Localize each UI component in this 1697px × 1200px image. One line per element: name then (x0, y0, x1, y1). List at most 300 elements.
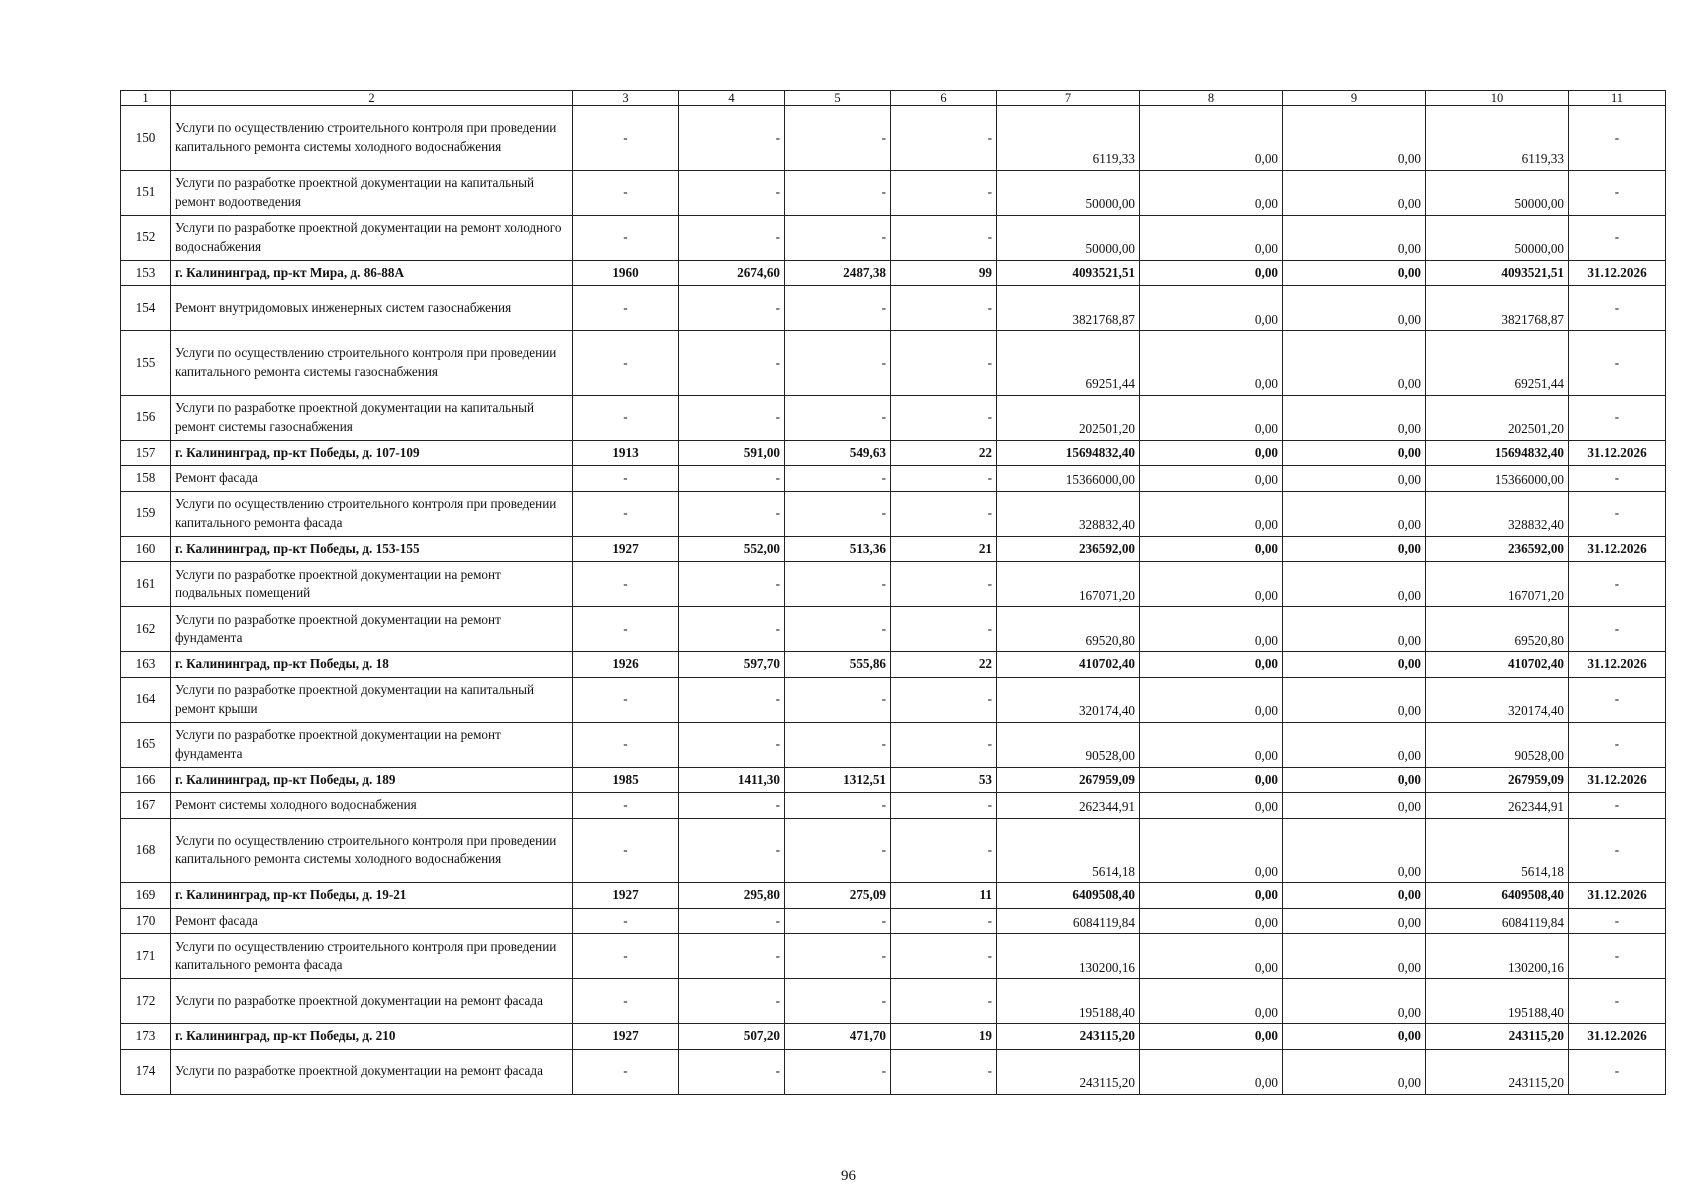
total-area-cell: - (679, 722, 785, 767)
residents-cell: - (891, 215, 997, 260)
row-number-cell: 160 (121, 536, 171, 562)
description-cell: Ремонт внутридомовых инженерных систем газоснабжения (171, 286, 573, 331)
budget-cell: 0,00 (1283, 722, 1426, 767)
description-cell: г. Калининград, пр-кт Победы, д. 107-109 (171, 440, 573, 466)
total-area-cell: 507,20 (679, 1024, 785, 1050)
row-number-cell: 159 (121, 491, 171, 536)
repair-plan-table (120, 90, 1666, 1095)
year-cell: - (573, 677, 679, 722)
owners-funds-cell: 243115,20 (1426, 1049, 1569, 1094)
deadline-cell: 31.12.2026 (1569, 767, 1666, 793)
total-cost-cell: 236592,00 (997, 536, 1140, 562)
description-cell: Услуги по разработке проектной документации на ремонт холодного водоснабжения (171, 215, 573, 260)
table-row (121, 331, 1666, 396)
table-row (121, 722, 1666, 767)
address-row (121, 883, 1666, 909)
living-area-cell: 555,86 (785, 652, 891, 678)
total-area-cell: 597,70 (679, 652, 785, 678)
living-area-cell: - (785, 793, 891, 819)
description-cell: Услуги по разработке проектной документации на капитальный ремонт системы газоснабжения (171, 395, 573, 440)
deadline-cell: 31.12.2026 (1569, 1024, 1666, 1050)
row-number-cell: 161 (121, 562, 171, 607)
budget-cell: 0,00 (1283, 170, 1426, 215)
table-row (121, 106, 1666, 171)
total-area-cell: - (679, 286, 785, 331)
row-number-cell: 174 (121, 1049, 171, 1094)
total-cost-cell: 15694832,40 (997, 440, 1140, 466)
budget-cell: 0,00 (1283, 1049, 1426, 1094)
budget-cell: 0,00 (1283, 395, 1426, 440)
fund-cell: 0,00 (1140, 934, 1283, 979)
total-cost-cell: 130200,16 (997, 934, 1140, 979)
row-number-cell: 172 (121, 979, 171, 1024)
residents-cell: - (891, 934, 997, 979)
owners-funds-cell: 202501,20 (1426, 395, 1569, 440)
owners-funds-cell: 167071,20 (1426, 562, 1569, 607)
year-cell: - (573, 466, 679, 492)
total-area-cell: - (679, 395, 785, 440)
owners-funds-cell: 3821768,87 (1426, 286, 1569, 331)
deadline-cell: 31.12.2026 (1569, 536, 1666, 562)
residents-cell: - (891, 106, 997, 171)
budget-cell: 0,00 (1283, 979, 1426, 1024)
residents-cell: - (891, 607, 997, 652)
total-area-cell: - (679, 331, 785, 396)
table-row (121, 934, 1666, 979)
residents-cell: - (891, 1049, 997, 1094)
row-number-cell: 171 (121, 934, 171, 979)
header-cell: 4 (679, 91, 785, 106)
deadline-cell: 31.12.2026 (1569, 883, 1666, 909)
year-cell: - (573, 934, 679, 979)
table-row (121, 491, 1666, 536)
deadline-cell: 31.12.2026 (1569, 652, 1666, 678)
year-cell: 1913 (573, 440, 679, 466)
row-number-cell: 167 (121, 793, 171, 819)
budget-cell: 0,00 (1283, 491, 1426, 536)
total-area-cell: - (679, 170, 785, 215)
year-cell: - (573, 722, 679, 767)
total-cost-cell: 320174,40 (997, 677, 1140, 722)
deadline-cell: - (1569, 286, 1666, 331)
living-area-cell: - (785, 491, 891, 536)
owners-funds-cell: 50000,00 (1426, 215, 1569, 260)
address-row (121, 440, 1666, 466)
residents-cell: - (891, 562, 997, 607)
year-cell: - (573, 979, 679, 1024)
row-number-cell: 158 (121, 466, 171, 492)
budget-cell: 0,00 (1283, 677, 1426, 722)
description-cell: Услуги по разработке проектной документации на ремонт фундамента (171, 607, 573, 652)
header-cell: 1 (121, 91, 171, 106)
deadline-cell: - (1569, 395, 1666, 440)
description-cell: Ремонт фасада (171, 908, 573, 934)
row-number-cell: 150 (121, 106, 171, 171)
description-cell: Услуги по осуществлению строительного контроля при проведении капитального ремонта системы газоснабжения (171, 331, 573, 396)
description-cell: Услуги по осуществлению строительного контроля при проведении капитального ремонта системы холодного водоснабжения (171, 106, 573, 171)
row-number-cell: 166 (121, 767, 171, 793)
description-cell: Услуги по разработке проектной документации на ремонт фасада (171, 979, 573, 1024)
column-number-header (121, 91, 1666, 106)
total-area-cell: - (679, 934, 785, 979)
total-cost-cell: 202501,20 (997, 395, 1140, 440)
living-area-cell: - (785, 934, 891, 979)
budget-cell: 0,00 (1283, 934, 1426, 979)
address-row (121, 1024, 1666, 1050)
budget-cell: 0,00 (1283, 536, 1426, 562)
year-cell: - (573, 1049, 679, 1094)
total-cost-cell: 15366000,00 (997, 466, 1140, 492)
living-area-cell: - (785, 286, 891, 331)
owners-funds-cell: 50000,00 (1426, 170, 1569, 215)
description-cell: г. Калининград, пр-кт Победы, д. 18 (171, 652, 573, 678)
owners-funds-cell: 320174,40 (1426, 677, 1569, 722)
row-number-cell: 169 (121, 883, 171, 909)
total-area-cell: 2674,60 (679, 260, 785, 286)
description-cell: Услуги по разработке проектной документации на капитальный ремонт крыши (171, 677, 573, 722)
residents-cell: - (891, 979, 997, 1024)
table-row (121, 562, 1666, 607)
deadline-cell: - (1569, 818, 1666, 883)
total-cost-cell: 3821768,87 (997, 286, 1140, 331)
total-area-cell: - (679, 793, 785, 819)
living-area-cell: - (785, 979, 891, 1024)
total-cost-cell: 267959,09 (997, 767, 1140, 793)
total-area-cell: - (679, 1049, 785, 1094)
year-cell: - (573, 395, 679, 440)
total-cost-cell: 167071,20 (997, 562, 1140, 607)
header-cell: 11 (1569, 91, 1666, 106)
header-cell: 9 (1283, 91, 1426, 106)
owners-funds-cell: 195188,40 (1426, 979, 1569, 1024)
budget-cell: 0,00 (1283, 607, 1426, 652)
total-cost-cell: 69251,44 (997, 331, 1140, 396)
fund-cell: 0,00 (1140, 722, 1283, 767)
header-cell: 3 (573, 91, 679, 106)
fund-cell: 0,00 (1140, 1049, 1283, 1094)
owners-funds-cell: 262344,91 (1426, 793, 1569, 819)
description-cell: Услуги по осуществлению строительного контроля при проведении капитального ремонта системы холодного водоснабжения (171, 818, 573, 883)
description-cell: Услуги по разработке проектной документации на ремонт подвальных помещений (171, 562, 573, 607)
document-page (120, 90, 1665, 1095)
table-row (121, 170, 1666, 215)
budget-cell: 0,00 (1283, 260, 1426, 286)
budget-cell: 0,00 (1283, 331, 1426, 396)
description-cell: Услуги по осуществлению строительного контроля при проведении капитального ремонта фасада (171, 934, 573, 979)
total-area-cell: - (679, 607, 785, 652)
total-cost-cell: 6409508,40 (997, 883, 1140, 909)
year-cell: 1927 (573, 883, 679, 909)
total-cost-cell: 90528,00 (997, 722, 1140, 767)
total-area-cell: - (679, 818, 785, 883)
fund-cell: 0,00 (1140, 215, 1283, 260)
total-cost-cell: 262344,91 (997, 793, 1140, 819)
total-cost-cell: 410702,40 (997, 652, 1140, 678)
living-area-cell: - (785, 908, 891, 934)
row-number-cell: 152 (121, 215, 171, 260)
deadline-cell: - (1569, 793, 1666, 819)
budget-cell: 0,00 (1283, 767, 1426, 793)
owners-funds-cell: 15366000,00 (1426, 466, 1569, 492)
residents-cell: - (891, 491, 997, 536)
year-cell: - (573, 793, 679, 819)
deadline-cell: - (1569, 722, 1666, 767)
total-cost-cell: 6084119,84 (997, 908, 1140, 934)
year-cell: 1927 (573, 1024, 679, 1050)
owners-funds-cell: 4093521,51 (1426, 260, 1569, 286)
fund-cell: 0,00 (1140, 170, 1283, 215)
living-area-cell: 275,09 (785, 883, 891, 909)
deadline-cell: - (1569, 677, 1666, 722)
fund-cell: 0,00 (1140, 793, 1283, 819)
total-cost-cell: 243115,20 (997, 1024, 1140, 1050)
fund-cell: 0,00 (1140, 607, 1283, 652)
fund-cell: 0,00 (1140, 466, 1283, 492)
living-area-cell: 1312,51 (785, 767, 891, 793)
deadline-cell: - (1569, 491, 1666, 536)
description-cell: Услуги по разработке проектной документации на капитальный ремонт водоотведения (171, 170, 573, 215)
budget-cell: 0,00 (1283, 818, 1426, 883)
table-row (121, 286, 1666, 331)
living-area-cell: 549,63 (785, 440, 891, 466)
fund-cell: 0,00 (1140, 908, 1283, 934)
row-number-cell: 154 (121, 286, 171, 331)
table-row (121, 215, 1666, 260)
year-cell: - (573, 170, 679, 215)
residents-cell: - (891, 793, 997, 819)
deadline-cell: 31.12.2026 (1569, 440, 1666, 466)
living-area-cell: - (785, 722, 891, 767)
fund-cell: 0,00 (1140, 883, 1283, 909)
total-area-cell: - (679, 979, 785, 1024)
year-cell: - (573, 908, 679, 934)
fund-cell: 0,00 (1140, 395, 1283, 440)
deadline-cell: 31.12.2026 (1569, 260, 1666, 286)
year-cell: - (573, 818, 679, 883)
owners-funds-cell: 90528,00 (1426, 722, 1569, 767)
residents-cell: - (891, 286, 997, 331)
fund-cell: 0,00 (1140, 652, 1283, 678)
total-cost-cell: 5614,18 (997, 818, 1140, 883)
header-cell: 7 (997, 91, 1140, 106)
year-cell: 1926 (573, 652, 679, 678)
year-cell: - (573, 106, 679, 171)
header-cell: 2 (171, 91, 573, 106)
row-number-cell: 170 (121, 908, 171, 934)
fund-cell: 0,00 (1140, 677, 1283, 722)
owners-funds-cell: 5614,18 (1426, 818, 1569, 883)
total-area-cell: 295,80 (679, 883, 785, 909)
owners-funds-cell: 130200,16 (1426, 934, 1569, 979)
living-area-cell: - (785, 331, 891, 396)
total-cost-cell: 6119,33 (997, 106, 1140, 171)
row-number-cell: 164 (121, 677, 171, 722)
living-area-cell: - (785, 170, 891, 215)
owners-funds-cell: 69251,44 (1426, 331, 1569, 396)
description-cell: г. Калининград, пр-кт Мира, д. 86-88А (171, 260, 573, 286)
description-cell: г. Калининград, пр-кт Победы, д. 19-21 (171, 883, 573, 909)
residents-cell: 21 (891, 536, 997, 562)
owners-funds-cell: 6119,33 (1426, 106, 1569, 171)
row-number-cell: 168 (121, 818, 171, 883)
total-cost-cell: 195188,40 (997, 979, 1140, 1024)
residents-cell: - (891, 170, 997, 215)
living-area-cell: - (785, 215, 891, 260)
deadline-cell: - (1569, 607, 1666, 652)
budget-cell: 0,00 (1283, 1024, 1426, 1050)
description-cell: Услуги по осуществлению строительного контроля при проведении капитального ремонта фасада (171, 491, 573, 536)
table-row (121, 908, 1666, 934)
living-area-cell: - (785, 106, 891, 171)
table-row (121, 1049, 1666, 1094)
deadline-cell: - (1569, 1049, 1666, 1094)
owners-funds-cell: 236592,00 (1426, 536, 1569, 562)
deadline-cell: - (1569, 170, 1666, 215)
total-area-cell: - (679, 106, 785, 171)
total-area-cell: 1411,30 (679, 767, 785, 793)
deadline-cell: - (1569, 215, 1666, 260)
budget-cell: 0,00 (1283, 286, 1426, 331)
row-number-cell: 163 (121, 652, 171, 678)
total-cost-cell: 50000,00 (997, 170, 1140, 215)
year-cell: 1985 (573, 767, 679, 793)
table-row (121, 395, 1666, 440)
row-number-cell: 153 (121, 260, 171, 286)
owners-funds-cell: 410702,40 (1426, 652, 1569, 678)
living-area-cell: 471,70 (785, 1024, 891, 1050)
row-number-cell: 162 (121, 607, 171, 652)
year-cell: - (573, 562, 679, 607)
row-number-cell: 165 (121, 722, 171, 767)
fund-cell: 0,00 (1140, 767, 1283, 793)
residents-cell: - (891, 722, 997, 767)
fund-cell: 0,00 (1140, 331, 1283, 396)
total-area-cell: - (679, 908, 785, 934)
address-row (121, 536, 1666, 562)
living-area-cell: - (785, 562, 891, 607)
row-number-cell: 155 (121, 331, 171, 396)
residents-cell: - (891, 677, 997, 722)
living-area-cell: 2487,38 (785, 260, 891, 286)
owners-funds-cell: 328832,40 (1426, 491, 1569, 536)
residents-cell: 99 (891, 260, 997, 286)
description-cell: Услуги по разработке проектной документации на ремонт фундамента (171, 722, 573, 767)
budget-cell: 0,00 (1283, 215, 1426, 260)
total-cost-cell: 4093521,51 (997, 260, 1140, 286)
header-cell: 8 (1140, 91, 1283, 106)
residents-cell: 53 (891, 767, 997, 793)
row-number-cell: 173 (121, 1024, 171, 1050)
owners-funds-cell: 243115,20 (1426, 1024, 1569, 1050)
fund-cell: 0,00 (1140, 286, 1283, 331)
fund-cell: 0,00 (1140, 979, 1283, 1024)
year-cell: - (573, 491, 679, 536)
deadline-cell: - (1569, 934, 1666, 979)
description-cell: Услуги по разработке проектной документации на ремонт фасада (171, 1049, 573, 1094)
row-number-cell: 156 (121, 395, 171, 440)
year-cell: - (573, 607, 679, 652)
fund-cell: 0,00 (1140, 536, 1283, 562)
fund-cell: 0,00 (1140, 440, 1283, 466)
fund-cell: 0,00 (1140, 1024, 1283, 1050)
budget-cell: 0,00 (1283, 466, 1426, 492)
living-area-cell: - (785, 607, 891, 652)
total-cost-cell: 69520,80 (997, 607, 1140, 652)
residents-cell: 22 (891, 652, 997, 678)
year-cell: 1927 (573, 536, 679, 562)
budget-cell: 0,00 (1283, 652, 1426, 678)
living-area-cell: 513,36 (785, 536, 891, 562)
description-cell: г. Калининград, пр-кт Победы, д. 153-155 (171, 536, 573, 562)
fund-cell: 0,00 (1140, 106, 1283, 171)
deadline-cell: - (1569, 908, 1666, 934)
page-number: 96 (841, 1168, 856, 1184)
total-cost-cell: 328832,40 (997, 491, 1140, 536)
residents-cell: - (891, 908, 997, 934)
description-cell: г. Калининград, пр-кт Победы, д. 210 (171, 1024, 573, 1050)
living-area-cell: - (785, 677, 891, 722)
total-area-cell: - (679, 491, 785, 536)
owners-funds-cell: 6084119,84 (1426, 908, 1569, 934)
total-area-cell: 591,00 (679, 440, 785, 466)
budget-cell: 0,00 (1283, 883, 1426, 909)
budget-cell: 0,00 (1283, 562, 1426, 607)
total-area-cell: 552,00 (679, 536, 785, 562)
header-cell: 6 (891, 91, 997, 106)
living-area-cell: - (785, 466, 891, 492)
address-row (121, 767, 1666, 793)
owners-funds-cell: 6409508,40 (1426, 883, 1569, 909)
owners-funds-cell: 69520,80 (1426, 607, 1569, 652)
residents-cell: - (891, 818, 997, 883)
owners-funds-cell: 267959,09 (1426, 767, 1569, 793)
table-row (121, 979, 1666, 1024)
residents-cell: - (891, 331, 997, 396)
table-row (121, 466, 1666, 492)
table-row (121, 818, 1666, 883)
residents-cell: - (891, 395, 997, 440)
header-cell: 5 (785, 91, 891, 106)
total-area-cell: - (679, 677, 785, 722)
fund-cell: 0,00 (1140, 562, 1283, 607)
fund-cell: 0,00 (1140, 491, 1283, 536)
year-cell: - (573, 331, 679, 396)
row-number-cell: 157 (121, 440, 171, 466)
description-cell: Ремонт системы холодного водоснабжения (171, 793, 573, 819)
budget-cell: 0,00 (1283, 908, 1426, 934)
year-cell: - (573, 215, 679, 260)
living-area-cell: - (785, 1049, 891, 1094)
address-row (121, 652, 1666, 678)
total-cost-cell: 243115,20 (997, 1049, 1140, 1094)
table-row (121, 793, 1666, 819)
residents-cell: 22 (891, 440, 997, 466)
budget-cell: 0,00 (1283, 106, 1426, 171)
total-area-cell: - (679, 466, 785, 492)
address-row (121, 260, 1666, 286)
residents-cell: - (891, 466, 997, 492)
deadline-cell: - (1569, 106, 1666, 171)
table-body (121, 106, 1666, 1095)
budget-cell: 0,00 (1283, 440, 1426, 466)
budget-cell: 0,00 (1283, 793, 1426, 819)
residents-cell: 11 (891, 883, 997, 909)
total-area-cell: - (679, 215, 785, 260)
deadline-cell: - (1569, 331, 1666, 396)
living-area-cell: - (785, 818, 891, 883)
living-area-cell: - (785, 395, 891, 440)
year-cell: - (573, 286, 679, 331)
